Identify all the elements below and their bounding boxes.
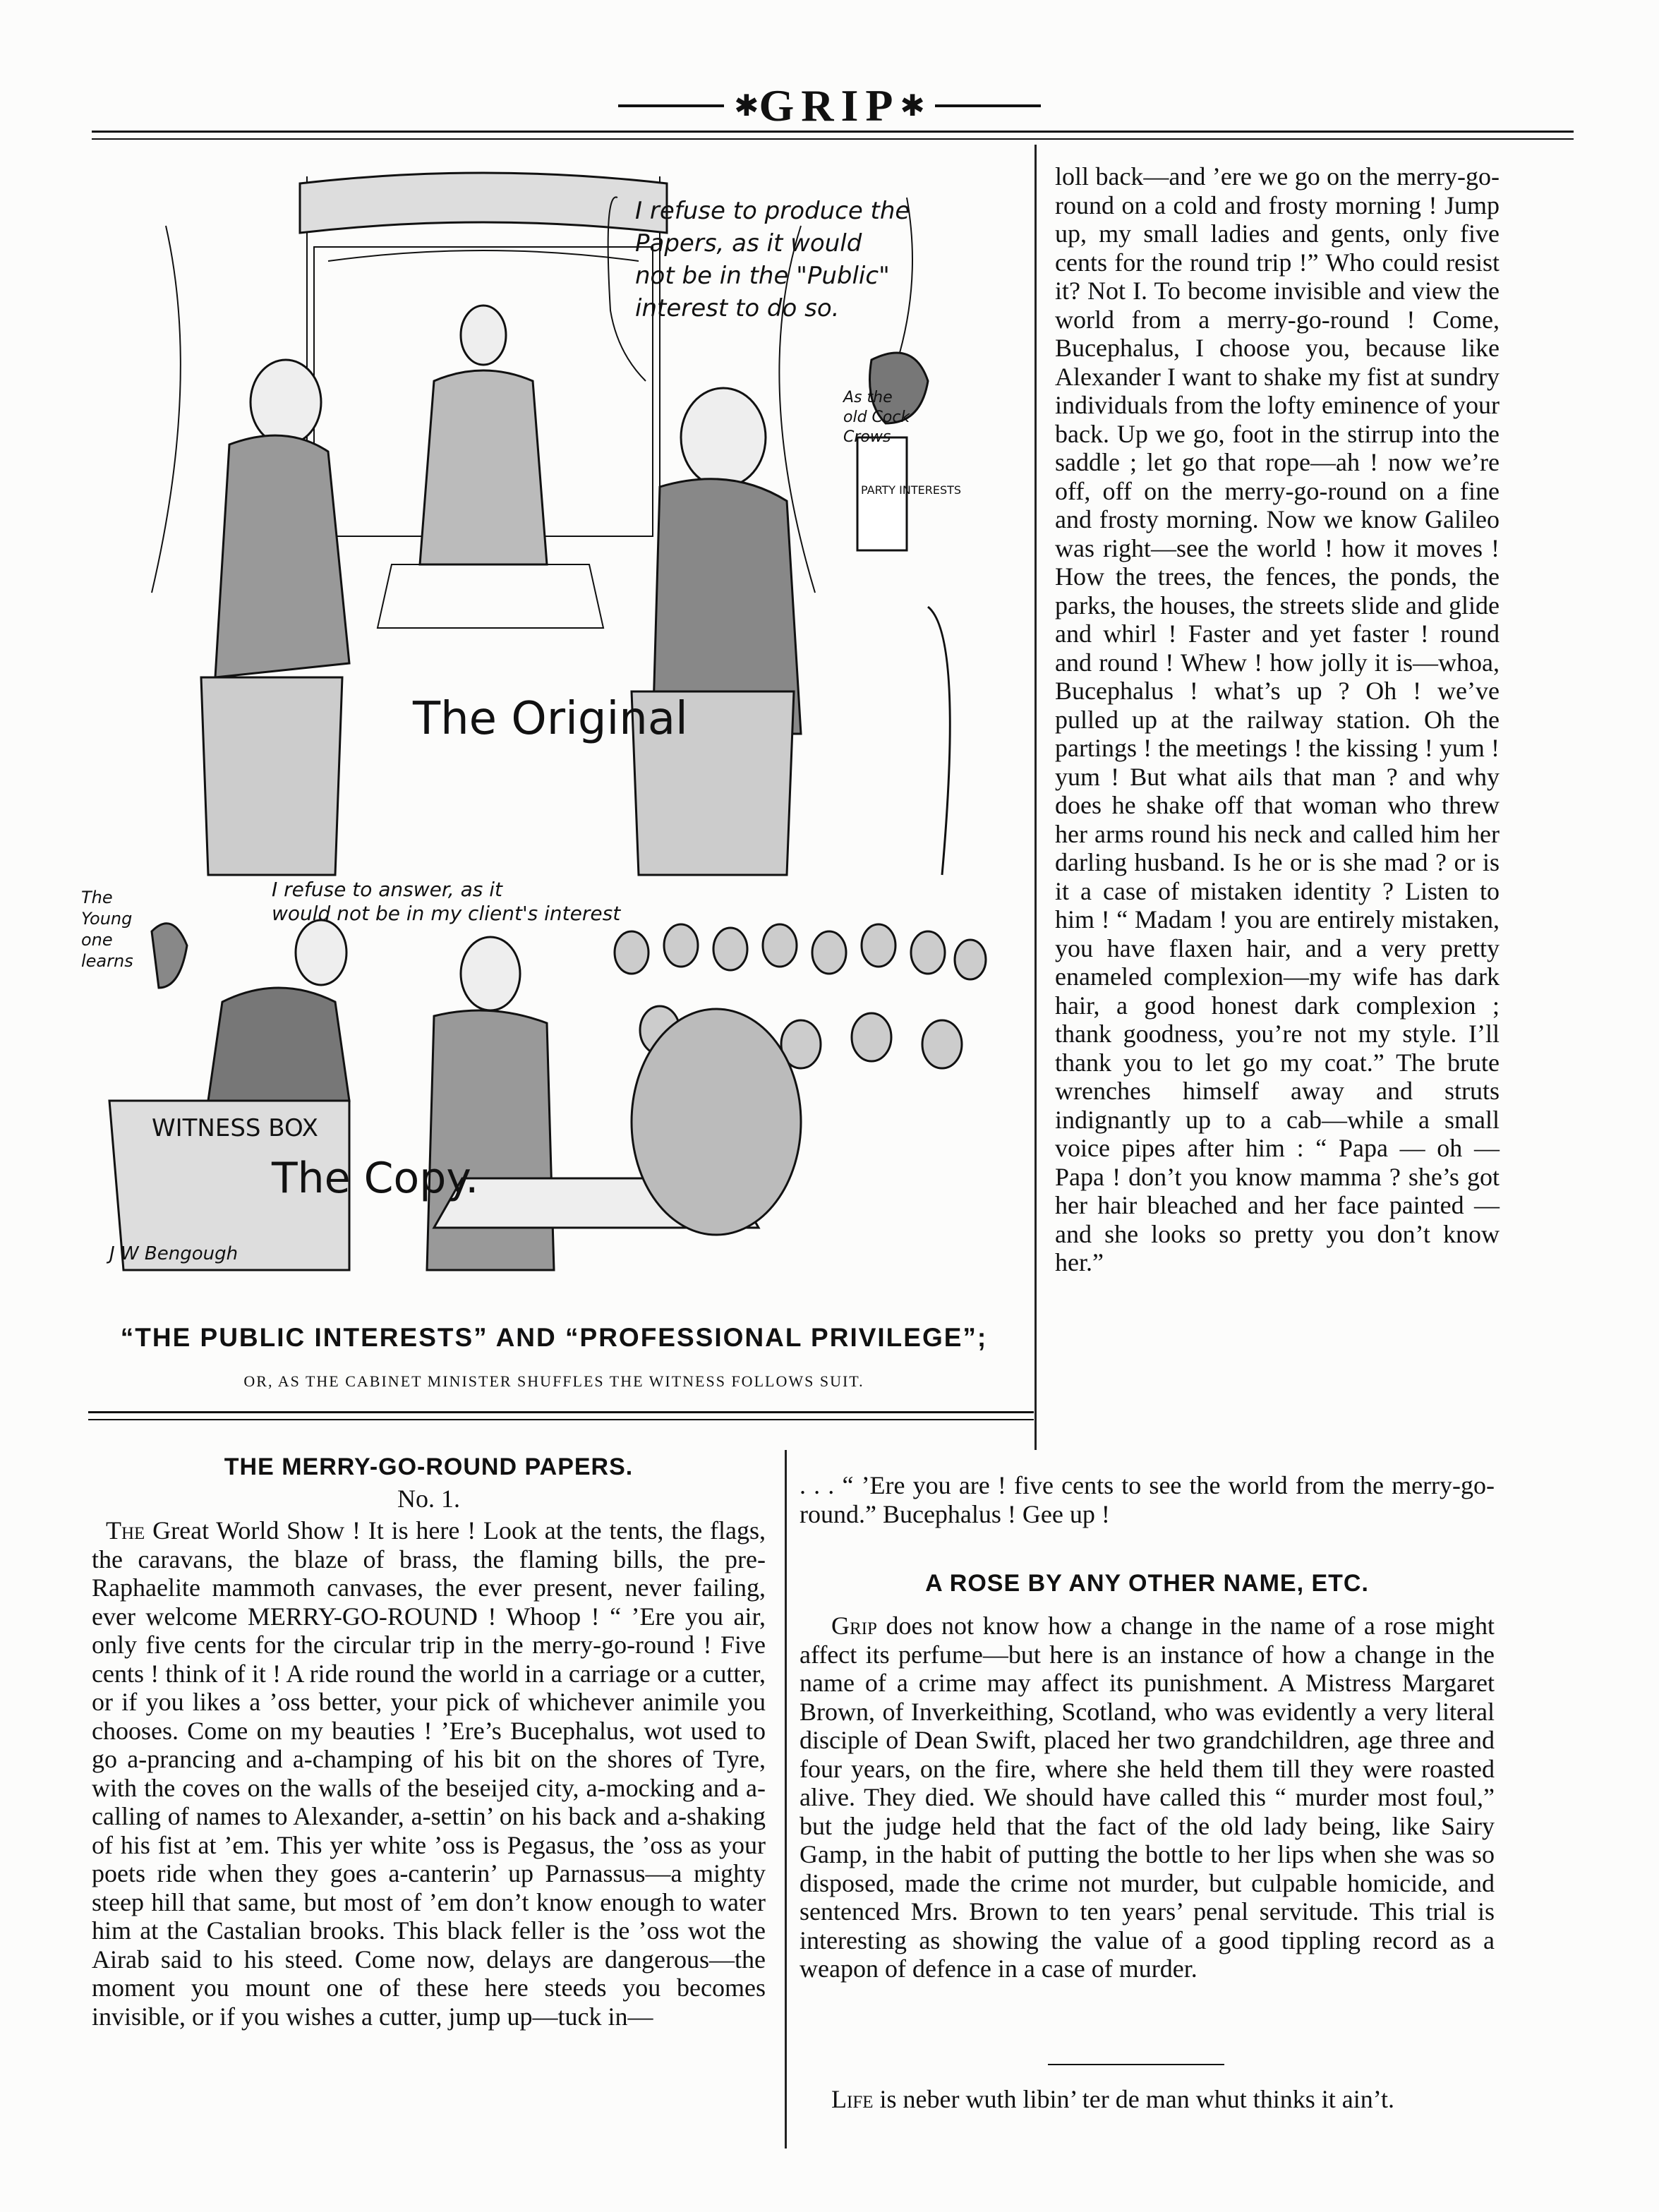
- cartoon-caption: “THE PUBLIC INTERESTS” AND “PROFESSIONAL PRIVILEGE”;: [120, 1323, 988, 1352]
- merry-go-round-ending: [800, 1471, 1495, 1528]
- label-the-copy: The Copy.: [272, 1154, 479, 1203]
- right-column-text: loll back—and ’ere we go on the merry-go-round on a cold and frosty morning ! Jump up, my small ladies and gents, only five cents for the round trip !” Who could resist it? Not I. To become invisible and view the world from a merry-go-round ! Come, Bucephalus, I choose you, because like Alexander I want to shake my fist at sundry individuals from the lofty eminence of your back. Up we go, foot in the stirrup into the saddle ; let go that rope—ah ! now we’re off, off on the merry-go-round on a fine and frosty morning. Now we know Galileo was right—see the world ! how it moves ! How the trees, the fences, the ponds, the parks, the houses, the streets slide and glide and whirl ! Faster and yet faster ! round and round ! Whew ! how jolly it is—whoa, Bucephalus ! what’s up ? Oh ! we’ve pulled up at the railway station. Oh the partings ! the meetings ! the kissing ! yum ! yum ! But what ails that man ? and why does he shake off that woman who threw her arms round his neck and called him her darling husband. Is he or is she mad ? or is it a case of mistaken identity ? Listen to him ! “ Madam ! you are entirely mistaken, you have flaxen hair, and a very pretty enameled complexion—my wife has dark hair, a good honest dark complexion ; thank goodness, you’re not my style. I’ll thank you to let go my coat.” The brute wrenches himself away and struts indignantly up to a cab—while a small voice pipes after him : “ Papa — oh — Papa ! don’t you know mamma ? she’s got her hair bleached and her face painted — and she looks so pretty you don’t know her.”: [1055, 162, 1500, 1276]
- rooster-caption: As the old Cock Crows: [843, 389, 910, 446]
- bottom-panel: [109, 920, 986, 1270]
- rose-text: does not know how a change in the name of a rose might affect its perfume—but here is an instance of how a change in the name of a crime may affect its punishment. A Mistress Margaret Brown, of Inverkeithing, Scotland, who was evidently a very literal disciple of Dean Swift, placed her two grandchildren, age three and four years, on the fire, where she held them till they were roasted alive. They died. We should have called this “ murder most foul,” but the judge held that the fact of the old lady being, like Sairy Gamp, in the habit of putting the bottle to her lips when she was so disposed, made the crime not murder, but culpable homicide, and sentenced Mrs. Brown to ten years’ penal servitude. This trial is interesting as showing the value of a good tippling record as a weapon of defence in a case of murder.: [800, 1612, 1495, 1983]
- bottom-speech-bubble: I refuse to answer, as it would not be in my client's interest: [272, 878, 621, 925]
- masthead-right-rule: [935, 104, 1041, 107]
- article-number: No. 1.: [397, 1485, 460, 1513]
- life-lead: Life: [831, 2085, 874, 2113]
- header-rule: [92, 131, 1574, 140]
- rose-heading: A ROSE BY ANY OTHER NAME, ETC.: [925, 1570, 1369, 1597]
- merry-go-round-continued: [1055, 162, 1500, 1277]
- star-ornament-icon: ✱: [900, 90, 925, 123]
- masthead-left-rule: [618, 104, 724, 107]
- rose-body: [800, 1612, 1495, 1983]
- article-heading: THE MERRY-GO-ROUND PAPERS.: [224, 1453, 634, 1480]
- young-one-caption: The Young one learns: [81, 888, 133, 971]
- continuation-text: . . . “ ’Ere you are ! five cents to see the world from the merry-go-round.” Bucephalus ! Gee up !: [800, 1471, 1495, 1528]
- masthead-title: GRIP: [759, 80, 900, 131]
- label-the-original: The Original: [413, 693, 688, 745]
- article-body: [92, 1516, 766, 2031]
- life-note: [800, 2085, 1495, 2114]
- top-speech-bubble: I refuse to produce the Papers, as it would not be in the "Public" interest to do so.: [635, 197, 910, 322]
- cartoon-illustration: [81, 169, 1020, 1298]
- column-divider: [1034, 145, 1037, 1450]
- rose-lead: Grip: [831, 1612, 877, 1640]
- merry-go-round-article: [92, 1453, 766, 2031]
- article-lead: The: [106, 1516, 145, 1545]
- artist-signature: J W Bengough: [109, 1243, 239, 1264]
- life-text: is neber wuth libin’ ter de man whut thinks it ain’t.: [873, 2085, 1395, 2113]
- star-ornament-icon: ✱: [734, 90, 759, 123]
- section-divider: [1048, 2064, 1224, 2065]
- cartoon-subcaption: OR, AS THE CABINET MINISTER SHUFFLES THE WITNESS FOLLOWS SUIT.: [243, 1372, 864, 1390]
- illustration-bottom-rule: [88, 1411, 1034, 1420]
- witness-box-label: WITNESS BOX: [152, 1114, 318, 1142]
- party-interests-sign: PARTY INTERESTS: [861, 483, 962, 497]
- rose-article: [800, 1570, 1495, 1983]
- lower-column-divider: [785, 1450, 787, 2148]
- article-text: Great World Show ! It is here ! Look at the tents, the flags, the caravans, the blaze of brass, the flaming bills, the pre-Raphaelite mammoth canvases, the ever present, never failing, ever welcome MERRY-GO-ROUND ! Whoop ! “ ’Ere you air, only five cents for the circular trip in the merry-go-round ! Five cents ! think of it ! A ride round the world in a carriage or a cutter, or if you likes a ’oss better, your pick of whichever animile you chooses. Come on my beauties ! ’Ere’s Bucephalus, wot used to go a-prancing and a-champing of his bit on the shores of Tyre, with the coves on the walls of the beseijed city, a-mocking and a-calling of names to Alexander, a-settin’ on his back and a-shaking of his fist at ’em. This yer white ’oss is Pegasus, the ’oss as your poets ride when they goes a-canterin’ up Parnassus—a mighty steep hill that same, but most of ’em don’t know enough to water him at the Castalian brooks. This black feller is the ’oss wot the Airab said to his steed. Come now, delays are dangerous—the moment you mount one of these here steeds you becomes invisible, or if you wishes a cutter, jump up—tuck in—: [92, 1516, 766, 2031]
